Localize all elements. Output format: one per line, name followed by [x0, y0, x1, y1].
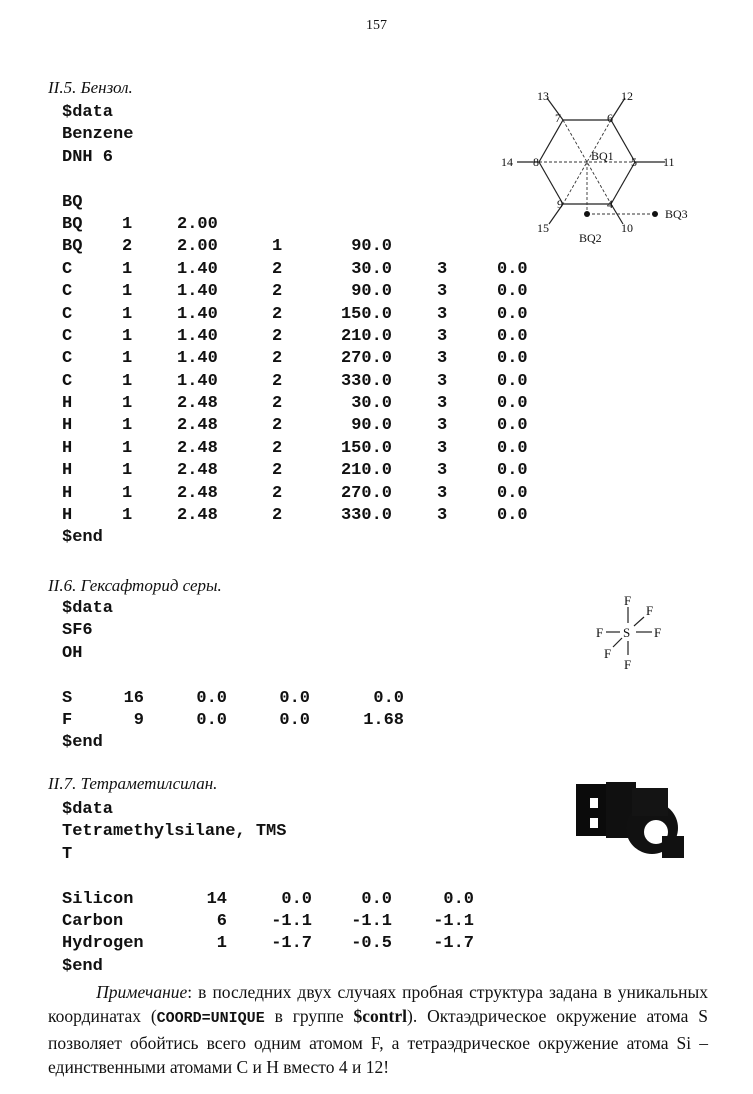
coord-cell: 1: [122, 461, 133, 481]
atom-number: 14: [501, 155, 513, 169]
atom-number: 5: [631, 155, 637, 169]
coord-cell: 210.0: [340, 326, 392, 346]
coord-cell: 1: [272, 237, 283, 257]
coord-cell: 2: [272, 438, 283, 458]
coord-cell: H: [62, 416, 73, 436]
coord-cell: H: [62, 394, 73, 414]
coord-cell: 0.0: [497, 259, 528, 279]
fluorine-label: F: [646, 603, 654, 618]
fluorine-label: F: [654, 625, 662, 640]
coord-cell: 3: [437, 304, 448, 324]
coord-cell: 1: [122, 483, 133, 503]
coord-cell: 0.0: [497, 304, 528, 324]
fluorine-label: F: [624, 657, 632, 672]
coord-cell: BQ: [62, 237, 83, 257]
coord-cell: 1.40: [177, 282, 218, 302]
atom-number: 7: [555, 111, 561, 125]
coord-cell: 2.48: [177, 394, 218, 414]
coord-cell: 1: [122, 438, 133, 458]
atom-number: 12: [621, 89, 633, 103]
coord-cell: BQ: [62, 192, 83, 212]
coord-cell: 0.0: [443, 889, 474, 909]
coord-cell: H: [62, 438, 73, 458]
coord-cell: 3: [437, 259, 448, 279]
coord-cell: 0.0: [196, 688, 227, 708]
coord-cell: 2.00: [177, 214, 218, 234]
end-line: $end: [62, 528, 103, 548]
coord-cell: 30.0: [351, 394, 392, 414]
coord-cell: 2: [272, 416, 283, 436]
coord-cell: 270.0: [340, 483, 392, 503]
coord-cell: 14: [206, 889, 227, 909]
coord-cell: 1: [122, 304, 133, 324]
coord-cell: 3: [437, 371, 448, 391]
coord-cell: S: [62, 688, 73, 708]
end-line: $end: [62, 956, 103, 976]
coord-cell: H: [62, 506, 73, 526]
coord-cell: 0.0: [497, 326, 528, 346]
coord-cell: 0.0: [497, 394, 528, 414]
coord-cell: 2: [272, 461, 283, 481]
benzene-diagram: [495, 82, 705, 252]
coord-cell: 6: [216, 911, 227, 931]
coord-option: COORD=UNIQUE: [156, 1010, 265, 1027]
coord-cell: H: [62, 483, 73, 503]
note-paragraph: Примечание: в последних двух случаях пробная структура задана в уникальных координатах (COORD=UNIQUE в группе $contrl). Октаэдрическое окружение атома S позволяет обойтись всего одним атомом F, а тетраэдрическое окружение атома Si – единственными атомами C и H вместо 4 и 12!: [48, 982, 708, 1077]
coord-cell: 330.0: [340, 506, 392, 526]
coord-cell: 3: [437, 506, 448, 526]
coord-cell: 2: [272, 282, 283, 302]
coord-cell: 90.0: [351, 416, 392, 436]
page-number: 157: [366, 18, 387, 33]
coord-cell: 210.0: [340, 461, 392, 481]
coord-cell: 3: [437, 326, 448, 346]
coord-cell: 1: [122, 259, 133, 279]
coord-cell: 3: [437, 394, 448, 414]
atom-number: 15: [537, 221, 549, 235]
coord-cell: 1.68: [363, 710, 404, 730]
fluorine-label: F: [624, 595, 632, 608]
coord-cell: 2: [272, 394, 283, 414]
coord-cell: 150.0: [340, 438, 392, 458]
coord-cell: BQ: [62, 214, 83, 234]
fluorine-label: F: [596, 625, 604, 640]
bq3-dot: [652, 211, 658, 217]
coord-cell: 3: [437, 416, 448, 436]
coord-cell: -1.1: [271, 911, 312, 931]
coord-cell: 1.40: [177, 304, 218, 324]
fluorine-label: F: [604, 646, 612, 661]
coord-cell: 0.0: [279, 710, 310, 730]
coord-cell: 0.0: [497, 483, 528, 503]
coord-cell: 0.0: [497, 506, 528, 526]
coord-cell: 0.0: [497, 282, 528, 302]
coord-cell: 0.0: [497, 416, 528, 436]
coord-cell: 1: [122, 349, 133, 369]
coord-cell: H: [62, 461, 73, 481]
coord-cell: 16: [123, 688, 144, 708]
end-line: $end: [62, 733, 103, 753]
coord-cell: 1: [122, 506, 133, 526]
coord-cell: 0.0: [281, 889, 312, 909]
coord-cell: 2: [272, 259, 283, 279]
coord-cell: 2: [272, 326, 283, 346]
coord-cell: Carbon: [62, 911, 124, 931]
coord-cell: C: [62, 304, 73, 324]
coord-cell: Hydrogen: [62, 934, 144, 954]
coord-cell: 2.48: [177, 483, 218, 503]
section-heading-tms: II.7. Тетраметилсилан.: [48, 774, 218, 793]
coord-cell: 1.40: [177, 371, 218, 391]
coord-cell: 90.0: [351, 282, 392, 302]
coord-cell: 30.0: [351, 259, 392, 279]
coord-cell: C: [62, 371, 73, 391]
coord-cell: 1: [122, 326, 133, 346]
coord-cell: 330.0: [340, 371, 392, 391]
coord-cell: 2.48: [177, 438, 218, 458]
coord-cell: 2: [272, 506, 283, 526]
coord-cell: 0.0: [497, 349, 528, 369]
coord-cell: 2: [272, 483, 283, 503]
coord-cell: 1: [122, 214, 133, 234]
coord-cell: 1.40: [177, 259, 218, 279]
coord-cell: -1.1: [433, 911, 474, 931]
coord-cell: 1: [122, 371, 133, 391]
coord-cell: -0.5: [351, 934, 392, 954]
coord-cell: 1: [216, 934, 227, 954]
coord-cell: C: [62, 349, 73, 369]
bq1-label: BQ1: [591, 149, 614, 163]
bq2-label: BQ2: [579, 231, 602, 245]
coord-cell: -1.7: [271, 934, 312, 954]
coord-cell: 1.40: [177, 326, 218, 346]
atom-number: 11: [663, 155, 675, 169]
coord-cell: 2.00: [177, 237, 218, 257]
coord-cell: 2.48: [177, 461, 218, 481]
coord-cell: 0.0: [361, 889, 392, 909]
coord-cell: C: [62, 326, 73, 346]
coord-cell: 2: [272, 349, 283, 369]
ring-bond: [539, 120, 563, 162]
sf6-diagram: [590, 595, 680, 673]
coord-cell: 1.40: [177, 349, 218, 369]
note-label: Примечание: [96, 982, 188, 1002]
coord-cell: 2: [122, 237, 133, 257]
coord-cell: 0.0: [497, 438, 528, 458]
coord-cell: 3: [437, 483, 448, 503]
section-heading-benzene: II.5. Бензол.: [48, 78, 133, 97]
coord-cell: 3: [437, 349, 448, 369]
bq3-label: BQ3: [665, 207, 688, 221]
coord-cell: Silicon: [62, 889, 134, 909]
coord-cell: 1: [122, 416, 133, 436]
coord-cell: 90.0: [351, 237, 392, 257]
coord-cell: 2.48: [177, 506, 218, 526]
sulfur-label: S: [623, 625, 631, 640]
coord-cell: -1.7: [433, 934, 474, 954]
atom-number: 9: [557, 197, 563, 211]
tms-illegible-graphic: [572, 778, 690, 864]
coord-cell: 0.0: [497, 461, 528, 481]
coord-cell: 2: [272, 304, 283, 324]
coord-cell: 1: [122, 282, 133, 302]
coord-cell: 2.48: [177, 416, 218, 436]
coord-cell: 2: [272, 371, 283, 391]
coord-cell: -1.1: [351, 911, 392, 931]
coord-cell: 0.0: [373, 688, 404, 708]
coord-cell: 3: [437, 461, 448, 481]
coord-cell: F: [62, 710, 73, 730]
coord-cell: C: [62, 282, 73, 302]
coord-cell: 0.0: [497, 371, 528, 391]
bq2-dot: [584, 211, 590, 217]
coord-cell: 3: [437, 438, 448, 458]
atom-number: 4: [607, 197, 613, 211]
coord-cell: 3: [437, 282, 448, 302]
coord-cell: 150.0: [340, 304, 392, 324]
atom-number: 13: [537, 89, 549, 103]
atom-number: 6: [607, 111, 613, 125]
atom-number: 10: [621, 221, 633, 235]
atom-number: 8: [533, 155, 539, 169]
coord-cell: 9: [133, 710, 144, 730]
coord-cell: 0.0: [196, 710, 227, 730]
coord-cell: 0.0: [279, 688, 310, 708]
coord-cell: 1: [122, 394, 133, 414]
contrl-group: $contrl: [353, 1006, 407, 1026]
coord-cell: 270.0: [340, 349, 392, 369]
section-heading-sf6: II.6. Гексафторид серы.: [48, 576, 222, 595]
coord-cell: C: [62, 259, 73, 279]
